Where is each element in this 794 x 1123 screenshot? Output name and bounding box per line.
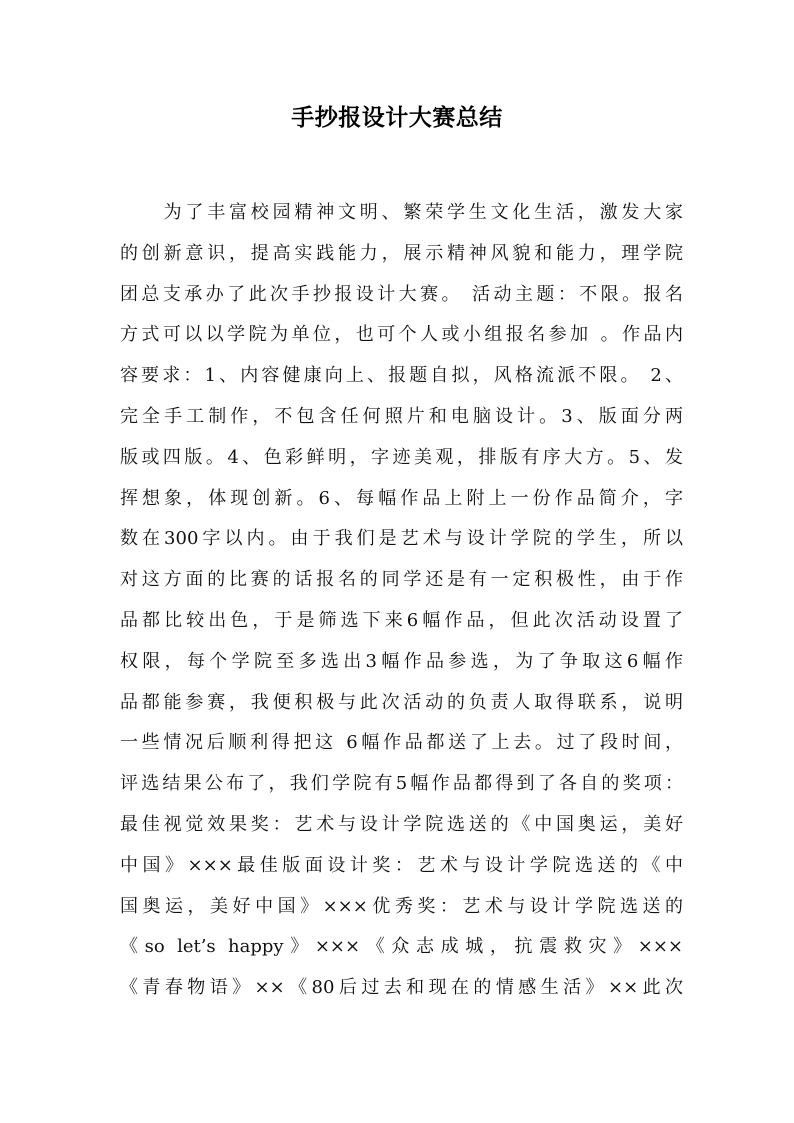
body-line: 权限，每个学院至多选出3幅作品参选，为了争取这6幅作 (120, 650, 683, 672)
body-line: 数在300字以内。由于我们是艺术与设计学院的学生，所以 (120, 528, 683, 550)
body-line: 品都比较出色，于是筛选下来6幅作品，但此次活动设置了 (120, 609, 683, 631)
body-line: 《青春物语》××《80后过去和现在的情感生活》××此次 (120, 977, 683, 999)
body-line: 团总支承办了此次手抄报设计大赛。 活动主题：不限。报名 (120, 283, 683, 305)
document-title: 手抄报设计大赛总结 (291, 105, 503, 131)
body-line: 评选结果公布了，我们学院有5幅作品都得到了各自的奖项： (120, 773, 683, 795)
body-line: 国奥运，美好中国》×××优秀奖：艺术与设计学院选送的 (120, 895, 683, 917)
body-line: 最佳视觉效果奖：艺术与设计学院选送的《中国奥运，美好 (120, 813, 683, 835)
body-line: 挥想象，体现创新。6、每幅作品上附上一份作品简介，字 (120, 487, 683, 509)
body-line: 对这方面的比赛的话报名的同学还是有一定积极性，由于作 (120, 569, 683, 591)
body-line: 品都能参赛，我便积极与此次活动的负责人取得联系，说明 (120, 691, 683, 713)
body-line: 版或四版。4、色彩鲜明，字迹美观，排版有序大方。5、发 (120, 446, 683, 468)
body-line: 的创新意识，提高实践能力，展示精神风貌和能力，理学院 (120, 242, 683, 264)
body-line: 《so let’s happy》×××《众志成城，抗震救灾》××× (120, 936, 683, 958)
body-line: 完全手工制作，不包含任何照片和电脑设计。3、版面分两 (120, 405, 683, 427)
body-line: 一些情况后顺利得把这 6幅作品都送了上去。过了段时间， (120, 732, 683, 754)
body-line: 容要求：1、内容健康向上、报题自拟，风格流派不限。 2、 (120, 365, 683, 387)
document-body (120, 193, 683, 1009)
body-line: 为了丰富校园精神文明、繁荣学生文化生活，激发大家 (120, 202, 683, 223)
body-line: 方式可以以学院为单位，也可个人或小组报名参加 。作品内 (120, 324, 683, 346)
body-line: 中国》×××最佳版面设计奖：艺术与设计学院选送的《中 (120, 854, 683, 876)
